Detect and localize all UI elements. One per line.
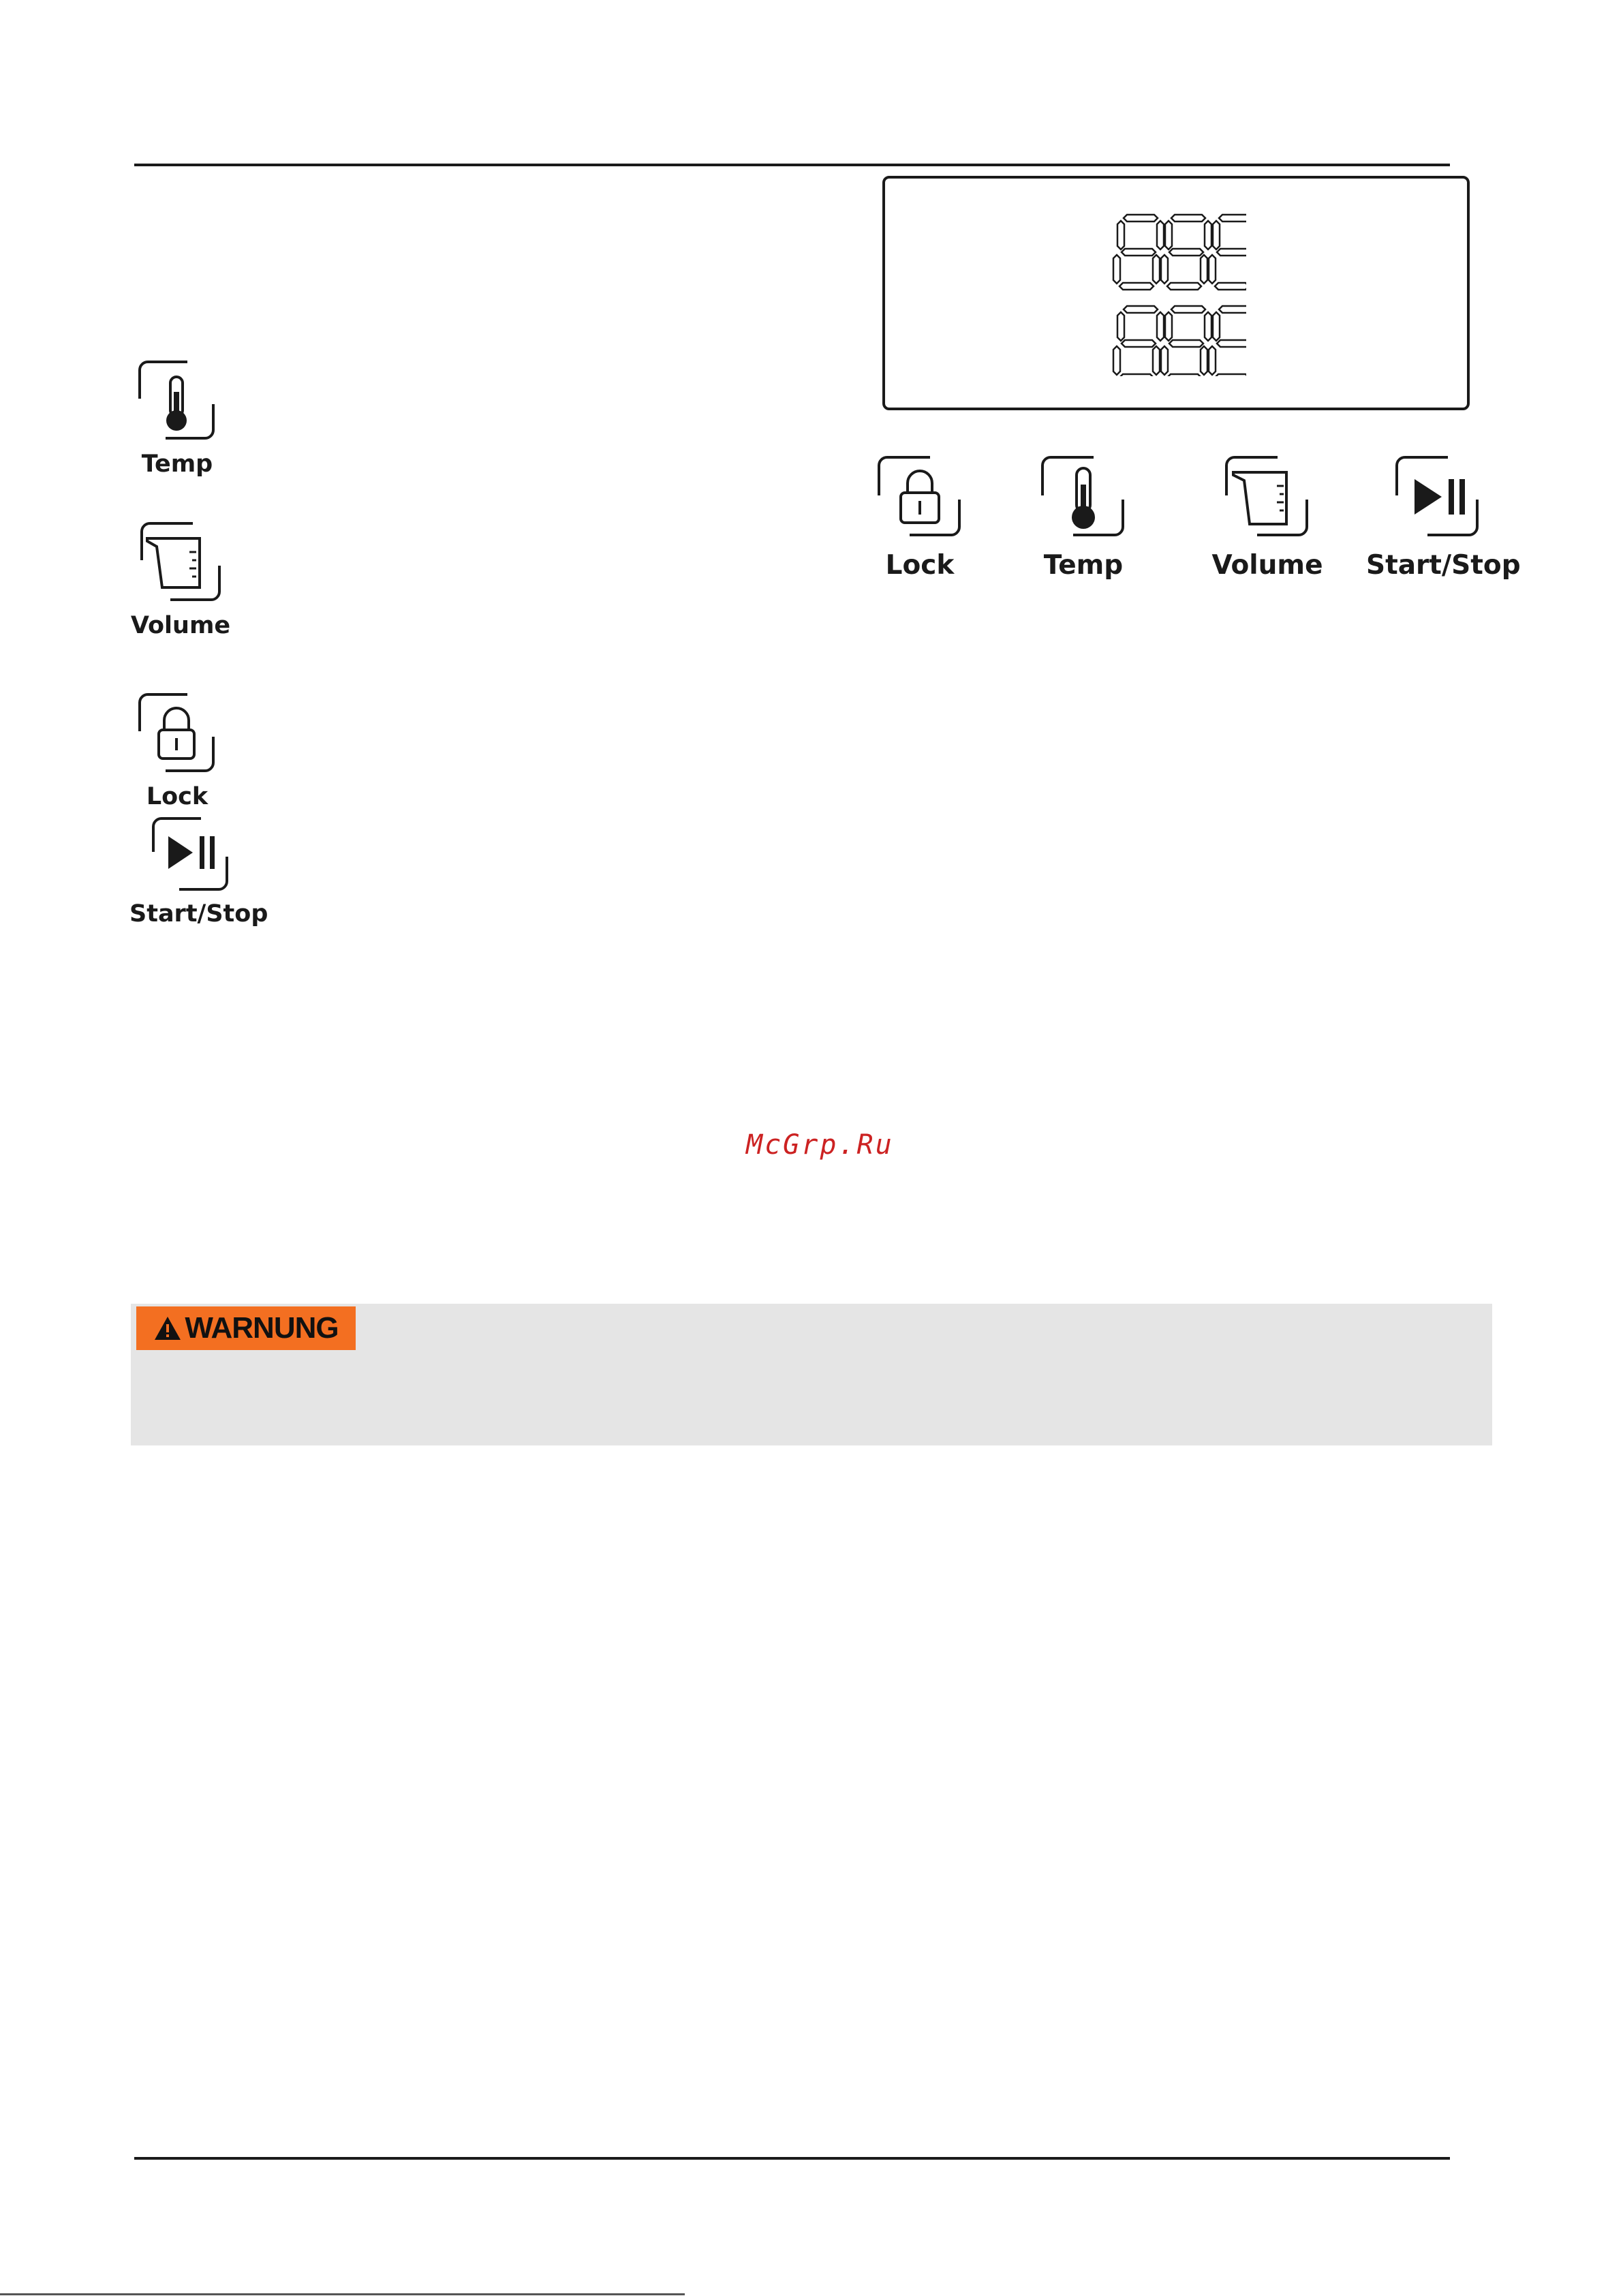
lcd-segment — [1201, 255, 1207, 284]
lcd-segment — [1122, 249, 1156, 256]
legend-volume-label: Volume — [130, 612, 231, 639]
lcd-segment — [1219, 306, 1246, 313]
lcd-segment — [1171, 215, 1205, 221]
volume-button-label: Volume — [1211, 550, 1323, 581]
lcd-segment — [1153, 346, 1160, 375]
legend-volume — [129, 519, 232, 639]
lcd-segment — [1209, 346, 1216, 375]
temp-button[interactable] — [1032, 453, 1134, 581]
thermometer-icon — [1036, 453, 1131, 542]
lcd-segment — [1161, 255, 1168, 284]
lcd-segment — [1201, 346, 1207, 375]
play-pause-icon — [1390, 453, 1485, 542]
lcd-segment — [1119, 374, 1154, 376]
warning-badge — [136, 1306, 356, 1350]
lcd-segment — [1124, 306, 1158, 313]
lcd-segment — [1119, 283, 1154, 290]
lcd-segment — [1113, 255, 1120, 284]
volume-button[interactable] — [1209, 453, 1325, 581]
thermometer-icon — [133, 358, 221, 446]
lcd-segment — [1213, 312, 1220, 341]
lcd-segment — [1169, 340, 1203, 347]
legend-start-stop — [129, 814, 268, 928]
warning-triangle-icon — [153, 1315, 182, 1341]
lock-icon — [872, 453, 968, 542]
control-panel — [865, 453, 1521, 596]
legend-lock — [129, 690, 225, 810]
lcd-segment — [1169, 249, 1203, 256]
lcd-segment — [1217, 249, 1246, 256]
lcd-segment — [1122, 340, 1156, 347]
lcd-segment — [1171, 306, 1205, 313]
play-pause-icon — [146, 814, 235, 896]
seven-segment-readout — [1110, 213, 1246, 376]
measuring-cup-icon — [1220, 453, 1315, 542]
lcd-segment — [1219, 215, 1246, 221]
warning-badge-label: WARNUNG — [185, 1311, 339, 1345]
warning-box — [131, 1304, 1492, 1445]
lcd-segment — [1209, 255, 1216, 284]
lcd-segment — [1117, 312, 1124, 341]
lcd-digit — [1113, 306, 1164, 376]
lcd-segment — [1215, 374, 1246, 376]
lcd-segment — [1213, 221, 1220, 249]
lcd-segment — [1167, 283, 1201, 290]
lcd-segment — [1124, 215, 1158, 221]
lcd-segment — [1153, 255, 1160, 284]
lcd-digit — [1209, 215, 1246, 290]
lcd-segment — [1165, 312, 1172, 341]
footer-rule — [134, 2157, 1450, 2160]
footer-line — [0, 2293, 685, 2295]
legend-lock-label: Lock — [146, 783, 208, 810]
legend-temp — [129, 358, 225, 478]
lcd-segment — [1157, 221, 1164, 249]
header-rule — [134, 164, 1450, 166]
lcd-display — [882, 176, 1470, 410]
legend-temp-label: Temp — [141, 450, 213, 478]
lcd-segment — [1215, 283, 1246, 290]
lcd-segment — [1205, 221, 1211, 249]
temp-button-label: Temp — [1043, 550, 1124, 581]
lcd-segment — [1165, 221, 1172, 249]
lcd-segment — [1205, 312, 1211, 341]
watermark: McGrp.Ru — [746, 1129, 894, 1161]
lcd-digit — [1209, 306, 1246, 376]
lcd-digit — [1161, 215, 1211, 290]
lock-button[interactable] — [872, 453, 968, 581]
measuring-cup-icon — [135, 519, 227, 608]
lcd-segment — [1161, 346, 1168, 375]
lcd-segment — [1113, 346, 1120, 375]
lcd-segment — [1167, 374, 1201, 376]
start-stop-button[interactable] — [1366, 453, 1521, 581]
legend-start-stop-label: Start/Stop — [129, 900, 268, 928]
lcd-segment — [1217, 340, 1246, 347]
lock-icon — [133, 690, 221, 779]
lcd-digit — [1113, 215, 1164, 290]
start-stop-button-label: Start/Stop — [1366, 550, 1521, 581]
lcd-segment — [1117, 221, 1124, 249]
lock-button-label: Lock — [885, 550, 955, 581]
lcd-digit — [1161, 306, 1211, 376]
lcd-segment — [1157, 312, 1164, 341]
